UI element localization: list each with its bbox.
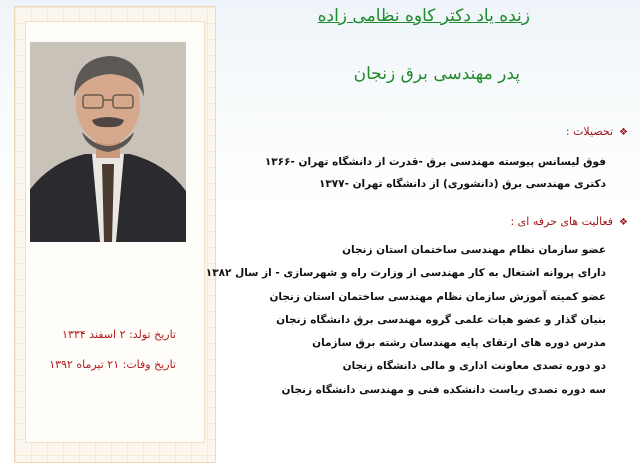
education-section: [265, 124, 628, 195]
diamond-bullet-icon: ❖: [619, 217, 628, 228]
education-heading: [265, 124, 628, 141]
activities-list: [206, 239, 628, 402]
list-item: سه دوره تصدی ریاست دانشکده فنی و مهندسی دانشگاه زنجان: [281, 383, 606, 396]
list-item: عضو کمیته آموزش سازمان نظام مهندسی ساختمان استان زنجان: [269, 290, 606, 303]
diamond-bullet-icon: ❖: [619, 127, 628, 138]
page-title: زنده یاد دکتر کاوه نظامی زاده: [317, 6, 530, 26]
activities-section: [206, 214, 628, 402]
birth-date: تاریخ تولد: ۲ اسفند ۱۳۳۴: [62, 328, 176, 341]
list-item: فوق لیسانس پیوسته مهندسی برق -قدرت از دانشگاه تهران -۱۳۶۶: [264, 156, 606, 168]
activities-heading-label: فعالیت های حرفه ای :: [510, 215, 614, 228]
portrait-photo: [30, 42, 186, 242]
portrait-frame: [14, 6, 216, 463]
list-item: بنیان گذار و عضو هیات علمی گروه مهندسی برق دانشگاه زنجان: [276, 313, 606, 326]
life-dates: [26, 320, 176, 380]
list-item: مدرس دوره های ارتقای پایه مهندسان رشته برق سازمان: [312, 337, 606, 350]
list-item: دارای پروانه اشتغال به کار مهندسی از وزارت راه و شهرسازی - از سال ۱۳۸۲: [205, 267, 606, 280]
education-list: [265, 151, 628, 195]
portrait-card: [25, 21, 205, 443]
portrait-illustration: [30, 42, 186, 242]
list-item: عضو سازمان نظام مهندسی ساختمان استان زنجان: [342, 244, 606, 256]
death-date: تاریخ وفات: ۲۱ تیرماه ۱۳۹۲: [49, 358, 176, 371]
list-item: دو دوره تصدی معاونت اداری و مالی دانشگاه زنجان: [342, 360, 606, 373]
list-item: دکتری مهندسی برق (دانشوری) از دانشگاه تهران -۱۳۷۷: [318, 178, 606, 190]
page-subtitle: پدر مهندسی برق زنجان: [353, 64, 520, 84]
activities-heading: [206, 214, 628, 231]
education-heading-label: تحصیلات :: [565, 125, 614, 138]
